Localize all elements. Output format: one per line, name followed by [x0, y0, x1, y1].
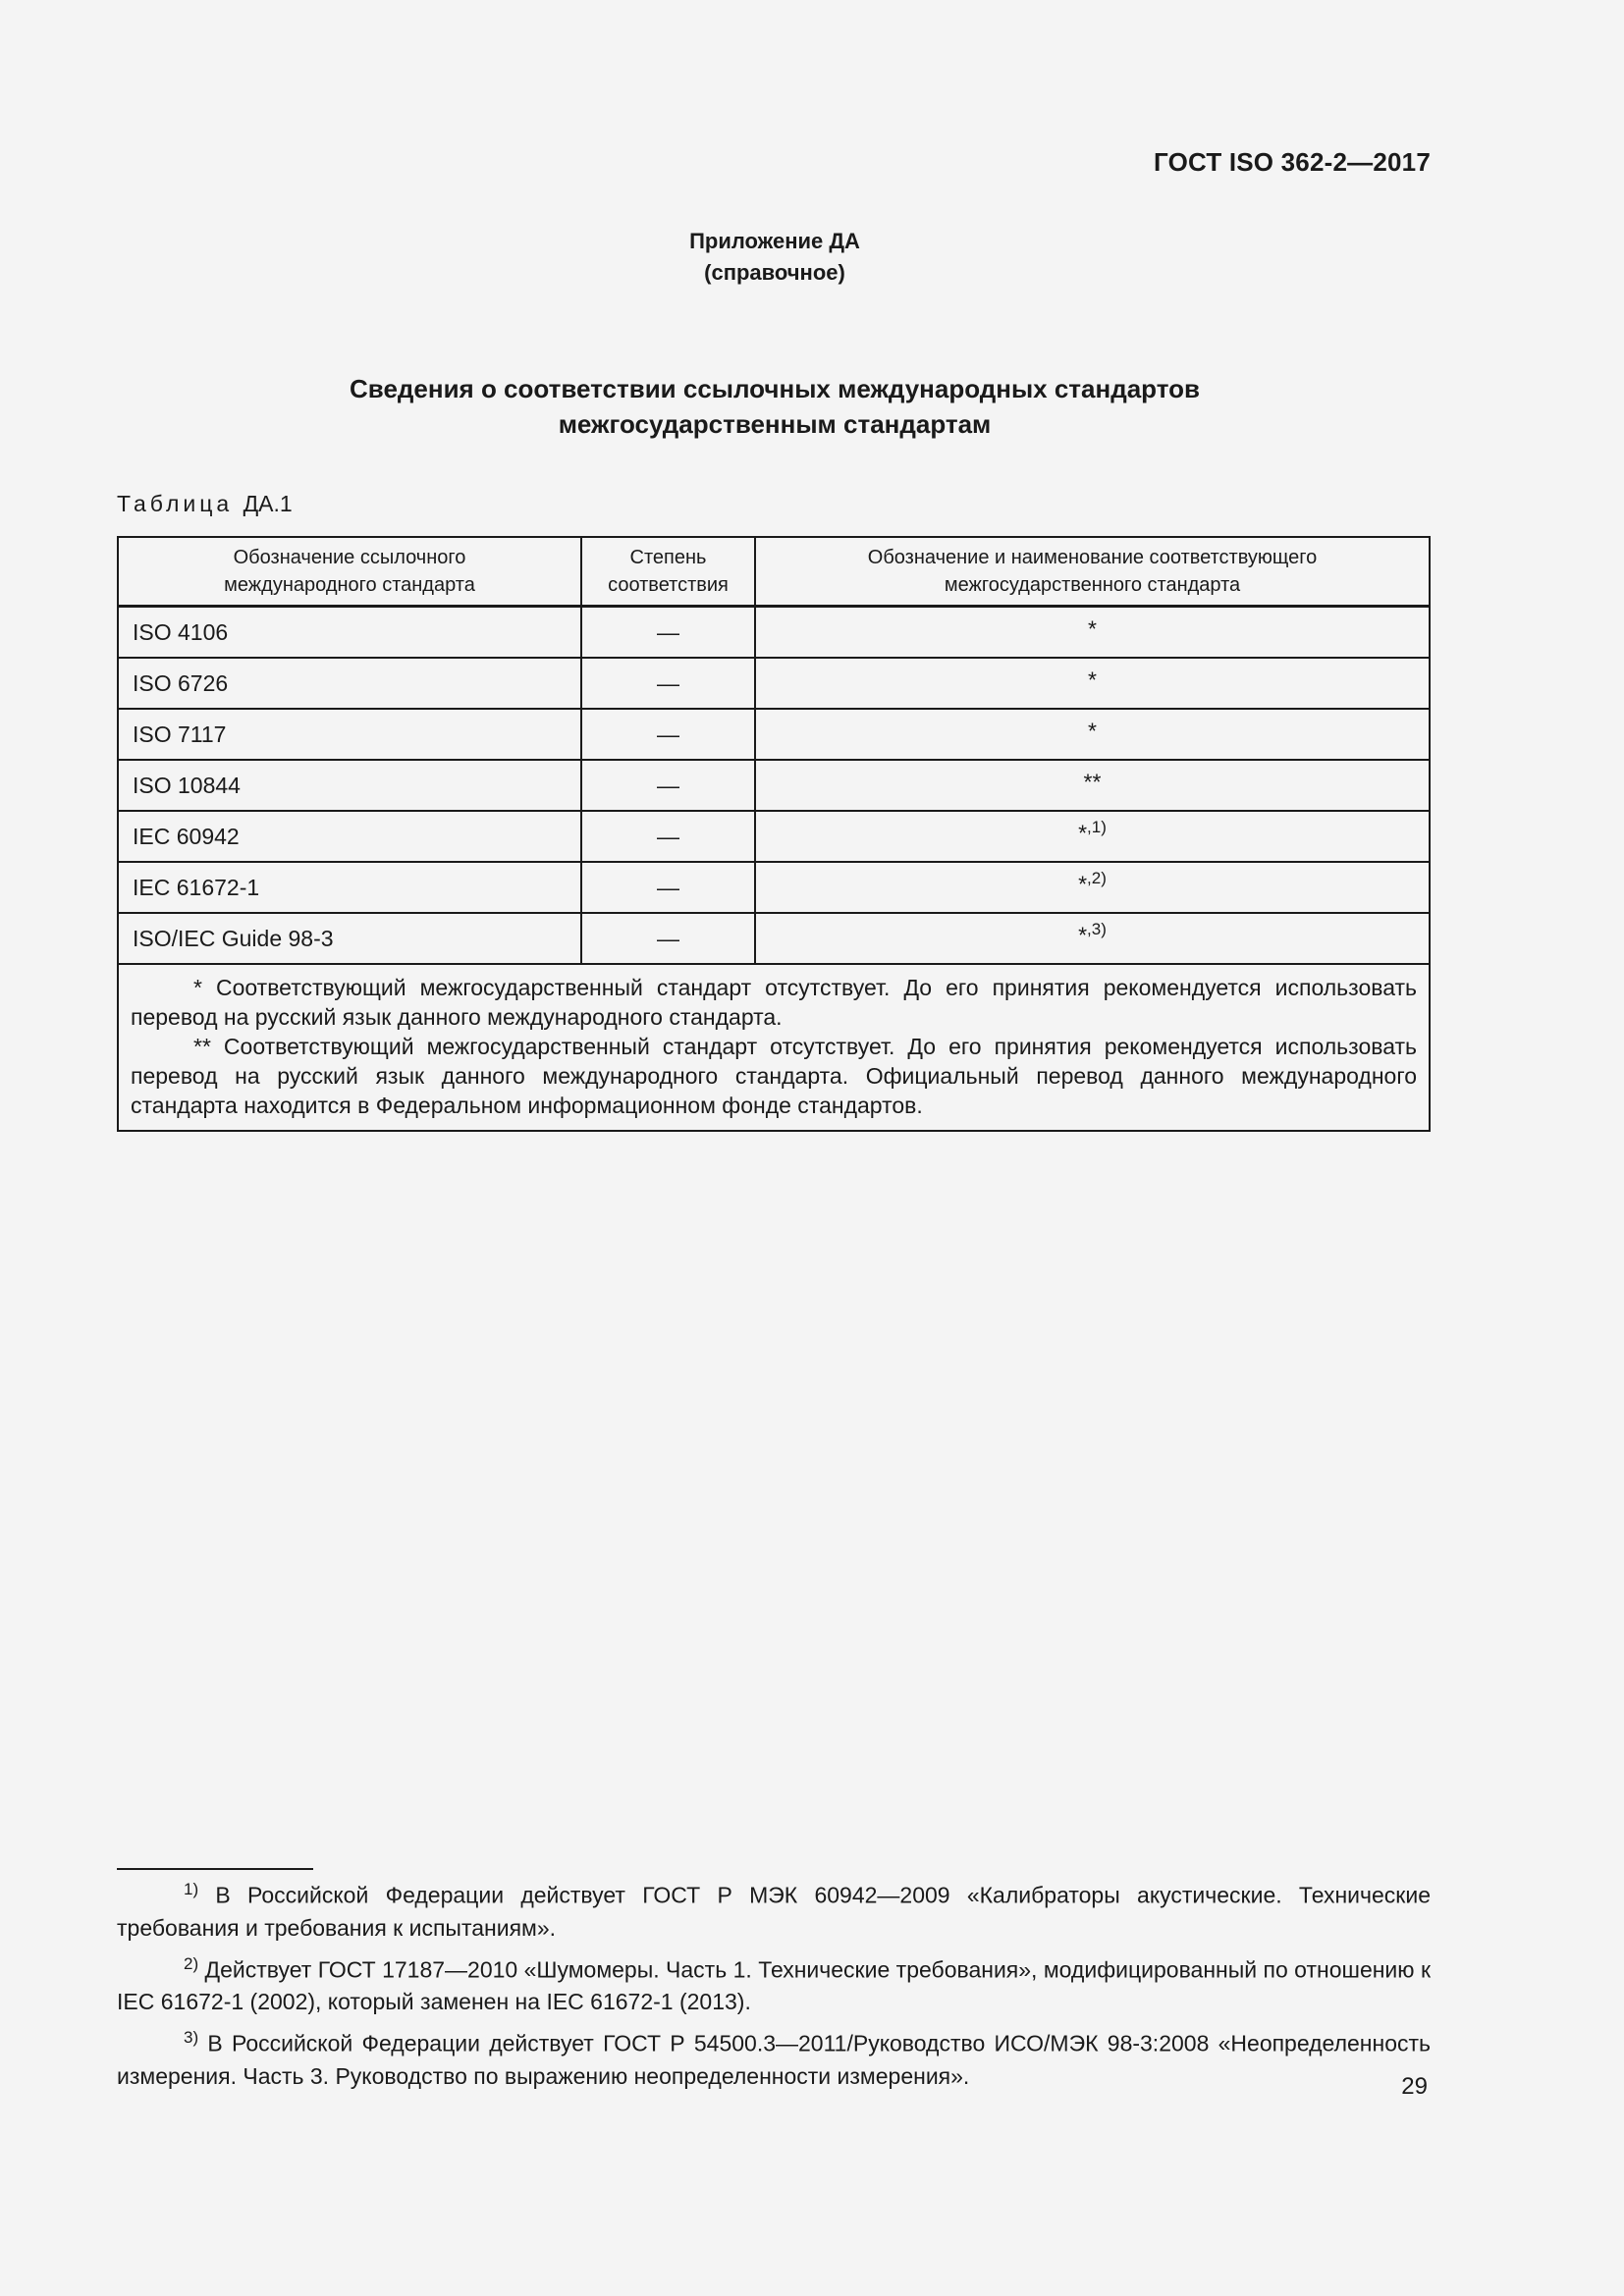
footnote-text: Действует ГОСТ 17187—2010 «Шумомеры. Часть 1. Технические требования», модифицированный по отношению к IEC 61672-1 (2002), который заменен на IEC 61672-1 (2013).	[117, 1956, 1432, 2015]
cell-standard: ISO/IEC Guide 98-3	[118, 913, 581, 964]
table-caption-label: Таблица	[117, 491, 234, 516]
cell-mark: *	[1078, 922, 1088, 948]
footnotes	[117, 1873, 1431, 2096]
header-col3-line1: Обозначение и наименование соответствующего	[867, 547, 1318, 568]
appendix-title: Приложение ДА	[689, 229, 860, 253]
header-col2-line1: Степень	[629, 547, 707, 568]
header-col1-line2: международного стандарта	[224, 574, 475, 596]
cell-mark: *	[1078, 820, 1088, 846]
footnote-marker: 1)	[184, 1880, 199, 1898]
correspondence-table	[117, 536, 1431, 1132]
table-note-2: ** Соответствующий межгосударственный стандарт отсутствует. До его принятия рекомендуется использовать перевод на русский язык данного международного стандарта. Официальный перевод данного международного стандарта находится в Федеральном информационном фонде стандартов.	[131, 1034, 1417, 1118]
table-header-row	[118, 537, 1430, 607]
footnote-marker: 3)	[184, 2028, 199, 2048]
cell-standard: IEC 61672-1	[118, 862, 581, 913]
header-col3-line2: межгосударственного стандарта	[944, 574, 1241, 596]
cell-interstate	[755, 658, 1430, 709]
table-notes	[118, 964, 1430, 1131]
appendix-heading	[0, 226, 1549, 289]
table-row	[118, 811, 1430, 862]
table-notes-row	[118, 964, 1430, 1131]
cell-interstate	[755, 862, 1430, 913]
page-number: 29	[1401, 2073, 1428, 2100]
footnote-3	[117, 2021, 1431, 2093]
table-row	[118, 709, 1430, 760]
table-row	[118, 760, 1430, 811]
cell-standard: ISO 6726	[118, 658, 581, 709]
footnote-text: В Российской Федерации действует ГОСТ Р МЭК 60942—2009 «Калибраторы акустические. Технические требования и требования к испытаниям».	[117, 1882, 1431, 1941]
cell-interstate	[755, 811, 1430, 862]
cell-degree: —	[581, 862, 755, 913]
table-row	[118, 658, 1430, 709]
document-code: ГОСТ ISO 362-2—2017	[1153, 147, 1431, 177]
cell-standard: IEC 60942	[118, 811, 581, 862]
footnote-ref: ,2)	[1087, 869, 1107, 887]
cell-standard: ISO 10844	[118, 760, 581, 811]
footnote-1	[117, 1873, 1431, 1945]
cell-mark: *	[1088, 718, 1097, 744]
cell-interstate	[755, 607, 1430, 659]
section-title-line-2: межгосударственным стандартам	[558, 409, 992, 439]
header-degree	[581, 537, 755, 607]
cell-degree: —	[581, 913, 755, 964]
appendix-subtitle: (справочное)	[704, 260, 845, 285]
section-title	[0, 371, 1549, 442]
footnote-ref: ,1)	[1087, 818, 1107, 836]
cell-standard: ISO 4106	[118, 607, 581, 659]
footnote-ref: ,3)	[1087, 920, 1107, 938]
table-row	[118, 862, 1430, 913]
cell-mark: *	[1088, 667, 1097, 693]
cell-degree: —	[581, 811, 755, 862]
cell-interstate	[755, 913, 1430, 964]
section-title-line-1: Сведения о соответствии ссылочных международных стандартов	[350, 374, 1200, 403]
table-row	[118, 607, 1430, 659]
cell-interstate	[755, 760, 1430, 811]
cell-interstate	[755, 709, 1430, 760]
cell-degree: —	[581, 607, 755, 659]
cell-standard: ISO 7117	[118, 709, 581, 760]
footnote-2	[117, 1948, 1431, 2019]
header-col1-line1: Обозначение ссылочного	[233, 547, 466, 568]
header-interstate-standard	[755, 537, 1430, 607]
header-reference-standard	[118, 537, 581, 607]
footnote-marker: 2)	[184, 1953, 199, 1973]
cell-degree: —	[581, 658, 755, 709]
cell-mark: *	[1078, 871, 1088, 897]
table-row	[118, 913, 1430, 964]
footnote-text: В Российской Федерации действует ГОСТ Р 54500.3—2011/Руководство ИСО/МЭК 98-3:2008 «Неопределенность измерения. Часть 3. Руководство по выражению неопределенности измерения».	[117, 2030, 1432, 2089]
header-col2-line2: соответствия	[608, 574, 729, 596]
cell-mark: *	[1088, 615, 1097, 642]
footnote-separator	[117, 1868, 313, 1870]
table-note-1: * Соответствующий межгосударственный стандарт отсутствует. До его принятия рекомендуется использовать перевод на русский язык данного международного стандарта.	[131, 975, 1417, 1030]
table-caption-number: ДА.1	[243, 491, 293, 516]
cell-degree: —	[581, 709, 755, 760]
table-caption	[117, 491, 293, 517]
cell-degree: —	[581, 760, 755, 811]
cell-mark: **	[1083, 769, 1102, 795]
